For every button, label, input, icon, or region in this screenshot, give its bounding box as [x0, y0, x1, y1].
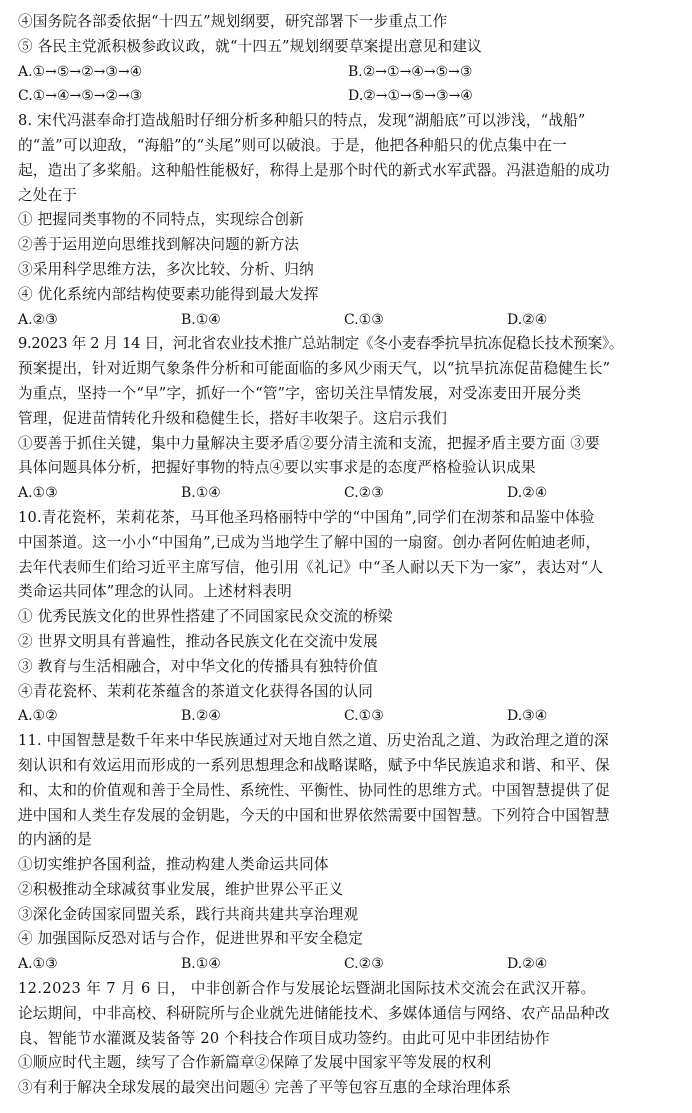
question-stem: 和、太和的价值观和善于全局性、系统性、平衡性、协同性的思维方式。中国智慧提供了促 — [18, 781, 610, 799]
option-a: A.②③ — [18, 311, 58, 328]
option-b: B.①④ — [181, 956, 221, 973]
option-a: A.①→⑤→②→③→④ — [18, 63, 143, 80]
statement-item: ④ 优化系统内部结构使要素功能得到最大发挥 — [18, 285, 319, 303]
question-stem: 9.2023 年 2 月 14 日，河北省农业技术推广总站制定《冬小麦春季抗旱抗冻促稳长技术预案》。 — [18, 335, 624, 353]
statement-item: ② 世界文明具有普遍性，推动各民族文化在交流中发展 — [18, 632, 378, 650]
answer-options — [18, 308, 678, 333]
question-stem: 10.青花瓷杯，茉莉花茶，马耳他圣玛格丽特中学的“中国角”,同学们在沏茶和品鉴中体验 — [18, 508, 595, 526]
question-stem: 去年代表师生们给习近平主席写信，他引用《礼记》中“圣人耐以天下为一家”，表达对“人 — [18, 558, 604, 576]
question-12 — [18, 977, 678, 1101]
option-d: D.②→①→⑤→③→④ — [348, 88, 473, 105]
question-stem: 12.2023 年 7 月 6 日， 中非创新合作与发展论坛暨湖北国际技术交流会在武汉开幕。 — [18, 980, 596, 998]
question-stem: 中国茶道。这一小小“中国角”,已成为当地学生了解中国的一扇窗。创办者阿佐帕迪老师， — [18, 533, 601, 551]
question-stem: 刻认识和有效运用而形成的一系列思想理念和战略谋略，赋予中华民族追求和谐、和平、保 — [18, 756, 610, 774]
statement-item: ④国务院各部委依据“十四五”规划纲要，研究部署下一步重点工作 — [18, 13, 448, 30]
statement-item: ②积极推动全球减贫事业发展，维护世界公平正义 — [18, 880, 344, 898]
statement-item: ⑤ 各民主党派积极参政议政，就“十四五”规划纲要草案提出意见和建议 — [18, 37, 482, 55]
answer-options — [18, 481, 678, 506]
option-c: C.①→④→⑤→②→③ — [18, 88, 143, 105]
option-d: D.②④ — [507, 311, 548, 328]
option-d: D.③④ — [507, 708, 548, 725]
statement-item: ①切实维护各国利益，推动构建人类命运共同体 — [18, 856, 329, 874]
option-c: C.②③ — [344, 956, 384, 973]
question-stem: 的“盖”可以迎敌，“海船”的“头尾”则可以破浪。于是，他把各种船只的优点集中在一 — [18, 136, 567, 154]
statement-item: ③ 教育与生活相融合，对中华文化的传播具有独特价值 — [18, 657, 378, 675]
answer-options — [18, 84, 678, 109]
option-b: B.①④ — [181, 485, 221, 502]
option-c: C.②③ — [344, 485, 384, 502]
statement-item: ①顺应时代主题，续写了合作新篇章②保障了发展中国家平等发展的权利 — [18, 1054, 492, 1072]
question-stem: 之处在于 — [18, 186, 78, 204]
question-11 — [18, 729, 678, 977]
question-stem: 良、智能节水灌溉及装备等 20 个科技合作项目成功签约。由此可见中非团结协作 — [18, 1029, 550, 1047]
question-stem: 预案提出，针对近期气象条件分析和可能面临的多风少雨天气，以“抗旱抗冻促苗稳健生长” — [18, 360, 611, 378]
statement-item: ① 把握同类事物的不同特点，实现综合创新 — [18, 211, 304, 229]
option-c: C.①③ — [344, 311, 384, 328]
question-stem: 起，造出了多桨船。这种船性能极好，称得上是那个时代的新式水军武器。冯湛造船的成功 — [18, 161, 610, 179]
statement-item: ②善于运用逆向思维找到解决问题的新方法 — [18, 236, 300, 254]
question-stem: 类命运共同体”理念的认同。上述材料表明 — [18, 583, 292, 601]
question-stem: 进中国和人类生存发展的金钥匙，今天的中国和世界依然需要中国智慧。下列符合中国智慧 — [18, 806, 610, 824]
answer-options — [18, 704, 678, 729]
question-9 — [18, 332, 678, 506]
question-8 — [18, 109, 678, 332]
question-stem: 的内涵的是 — [18, 831, 92, 849]
option-a: A.①③ — [18, 956, 58, 973]
statement-item: ③采用科学思维方法，多次比较、分析、归纳 — [18, 260, 314, 278]
statement-item: ① 优秀民族文化的世界性搭建了不同国家民众交流的桥梁 — [18, 608, 393, 626]
option-c: C.①③ — [344, 708, 384, 725]
question-7-tail — [18, 10, 678, 109]
option-a: A.①③ — [18, 485, 58, 502]
question-stem: 8. 宋代冯湛奉命打造战船时仔细分析多种船只的特点，发现“湖船底”可以涉浅，“战船” — [18, 112, 586, 130]
option-b: B.①④ — [181, 311, 221, 328]
question-stem: 为重点，坚持一个“早”字，抓好一个“管”字，密切关注旱情发展，对受冻麦田开展分类 — [18, 384, 582, 402]
statement-item: ③有利于解决全球发展的最突出问题④ 完善了平等包容互惠的全球治理体系 — [18, 1079, 512, 1097]
question-stem: 管理，促进苗情转化升级和稳健生长，搭好丰收架子。这启示我们 — [18, 409, 448, 427]
statement-item: ④ 加强国际反恐对话与合作，促进世界和平安全稳定 — [18, 930, 364, 948]
option-a: A.①② — [18, 708, 58, 725]
option-d: D.②④ — [507, 956, 548, 973]
question-stem: 11. 中国智慧是数千年来中华民族通过对天地自然之道、历史治乱之道、为政治理之道的深 — [18, 732, 609, 750]
statement-item: 具体问题具体分析，把握好事物的特点④要以实事求是的态度严格检验认识成果 — [18, 459, 536, 477]
option-b: B.②→①→④→⑤→③ — [348, 63, 473, 80]
answer-options — [18, 60, 678, 85]
question-10 — [18, 506, 678, 729]
question-stem: 论坛期间，中非高校、科研院所与企业就先进储能技术、多媒体通信与网络、农产品品种改 — [18, 1004, 610, 1022]
statement-item: ①要善于抓住关键，集中力量解决主要矛盾②要分清主流和支流，把握矛盾主要方面 ③要 — [18, 434, 600, 452]
statement-item: ④青花瓷杯、茉莉花茶蕴含的茶道文化获得各国的认同 — [18, 682, 374, 700]
option-d: D.②④ — [507, 485, 548, 502]
option-b: B.②④ — [181, 708, 221, 725]
answer-options — [18, 952, 678, 977]
statement-item: ③深化金砖国家同盟关系，践行共商共建共享治理观 — [18, 905, 359, 923]
